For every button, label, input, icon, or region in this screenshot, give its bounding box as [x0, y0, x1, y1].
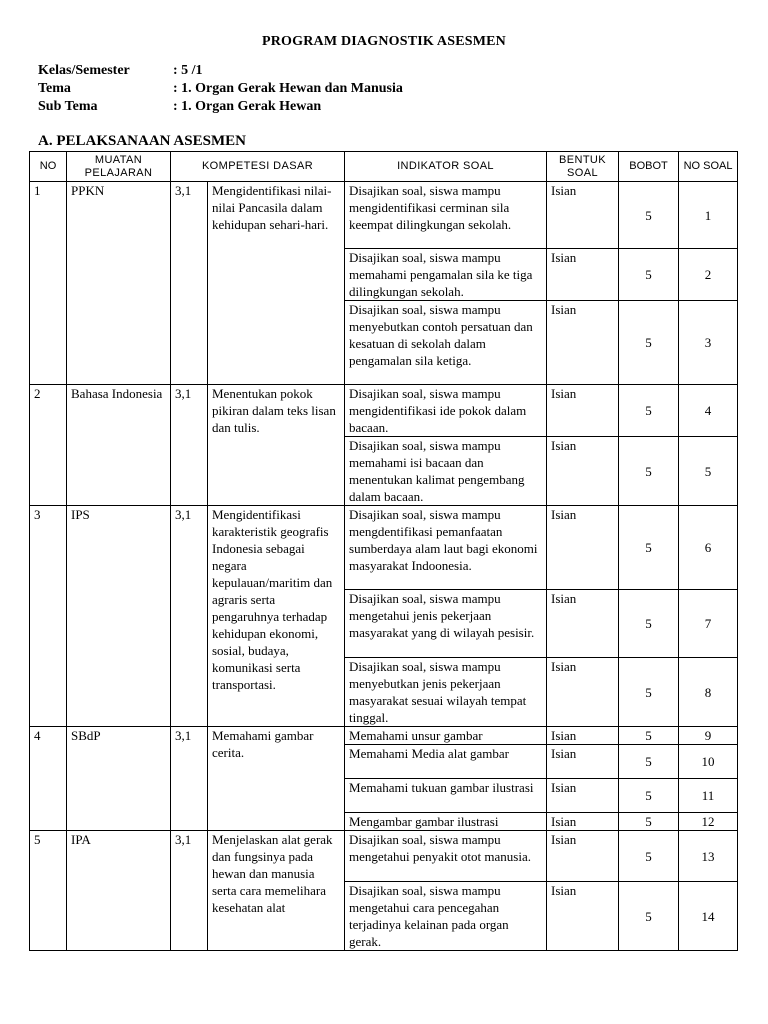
- cell-bobot: 5: [619, 385, 679, 437]
- cell-no-soal: 8: [679, 658, 738, 727]
- cell-no-soal: 5: [679, 437, 738, 506]
- cell-muatan: SBdP: [67, 727, 171, 831]
- cell-bobot: 5: [619, 779, 679, 813]
- cell-bentuk: Isian: [547, 301, 619, 385]
- cell-bentuk: Isian: [547, 658, 619, 727]
- table-body: [30, 182, 738, 951]
- cell-no: 4: [30, 727, 67, 831]
- cell-kd-text: Menentukan pokok pikiran dalam teks lisan dan tulis.: [208, 385, 345, 506]
- cell-bobot: 5: [619, 249, 679, 301]
- cell-no-soal: 10: [679, 745, 738, 779]
- cell-indikator: Disajikan soal, siswa mampu mengetahui jenis pekerjaan masyarakat yang di wilayah pesisir.: [345, 590, 547, 658]
- cell-bentuk: Isian: [547, 727, 619, 745]
- cell-no-soal: 13: [679, 831, 738, 882]
- header-no-soal: NO SOAL: [679, 152, 738, 182]
- cell-kd-text: Mengidentifikasi nilai-nilai Pancasila dalam kehidupan sehari-hari.: [208, 182, 345, 385]
- table-row: [30, 385, 738, 437]
- cell-bentuk: Isian: [547, 745, 619, 779]
- meta-label: Kelas/Semester: [38, 63, 130, 78]
- table-row: [30, 506, 738, 590]
- meta-label: Tema: [38, 81, 71, 96]
- cell-bobot: 5: [619, 437, 679, 506]
- cell-bobot: 5: [619, 658, 679, 727]
- cell-no-soal: 9: [679, 727, 738, 745]
- cell-indikator: Disajikan soal, siswa mampu mengdentifikasi pemanfaatan sumberdaya alam laut bagi ekonomi masyarakat Indoonesia.: [345, 506, 547, 590]
- cell-no-soal: 11: [679, 779, 738, 813]
- cell-bobot: 5: [619, 813, 679, 831]
- cell-no: 3: [30, 506, 67, 727]
- cell-bobot: 5: [619, 882, 679, 951]
- cell-bobot: 5: [619, 301, 679, 385]
- cell-bentuk: Isian: [547, 882, 619, 951]
- meta-row-subtema: [38, 98, 403, 116]
- cell-no-soal: 1: [679, 182, 738, 249]
- cell-bentuk: Isian: [547, 182, 619, 249]
- cell-kd-code: 3,1: [171, 182, 208, 385]
- cell-bentuk: Isian: [547, 249, 619, 301]
- cell-kd-code: 3,1: [171, 831, 208, 951]
- cell-no-soal: 6: [679, 506, 738, 590]
- cell-kd-code: 3,1: [171, 385, 208, 506]
- header-indikator: INDIKATOR SOAL: [345, 152, 547, 182]
- cell-bentuk: Isian: [547, 590, 619, 658]
- cell-bentuk: Isian: [547, 813, 619, 831]
- cell-indikator: Disajikan soal, siswa mampu mengetahui cara pencegahan terjadinya kelainan pada organ gerak.: [345, 882, 547, 951]
- document-title: PROGRAM DIAGNOSTIK ASESMEN: [261, 34, 506, 49]
- table-header-row: [30, 152, 738, 182]
- cell-bobot: 5: [619, 590, 679, 658]
- cell-muatan: Bahasa Indonesia: [67, 385, 171, 506]
- cell-no-soal: 14: [679, 882, 738, 951]
- cell-kd-text: Memahami gambar cerita.: [208, 727, 345, 831]
- meta-value: : 1. Organ Gerak Hewan dan Manusia: [173, 81, 403, 96]
- cell-kd-text: Menjelaskan alat gerak dan fungsinya pada hewan dan manusia serta cara memelihara kesehatan alat: [208, 831, 345, 951]
- meta-value: : 5 /1: [173, 63, 203, 78]
- table-row: [30, 831, 738, 882]
- cell-bobot: 5: [619, 831, 679, 882]
- cell-muatan: PPKN: [67, 182, 171, 385]
- cell-bobot: 5: [619, 182, 679, 249]
- section-heading: A. PELAKSANAAN ASESMEN: [38, 133, 246, 149]
- table-row: [30, 727, 738, 745]
- cell-indikator: Disajikan soal, siswa mampu mengidentifikasi ide pokok dalam bacaan.: [345, 385, 547, 437]
- cell-kd-code: 3,1: [171, 727, 208, 831]
- meta-value: : 1. Organ Gerak Hewan: [173, 99, 322, 114]
- cell-bobot: 5: [619, 745, 679, 779]
- cell-indikator: Disajikan soal, siswa mampu memahami pengamalan sila ke tiga dilingkungan sekolah.: [345, 249, 547, 301]
- cell-indikator: Mengambar gambar ilustrasi: [345, 813, 547, 831]
- table-row: [30, 182, 738, 249]
- cell-no-soal: 3: [679, 301, 738, 385]
- cell-no: 5: [30, 831, 67, 951]
- cell-bentuk: Isian: [547, 385, 619, 437]
- cell-indikator: Disajikan soal, siswa mampu menyebutkan contoh persatuan dan kesatuan di sekolah dalam pengamalan sila ketiga.: [345, 301, 547, 385]
- cell-no: 1: [30, 182, 67, 385]
- assessment-table: [29, 151, 738, 951]
- cell-bentuk: Isian: [547, 437, 619, 506]
- meta-row-kelas: [38, 62, 403, 80]
- cell-no-soal: 4: [679, 385, 738, 437]
- cell-no: 2: [30, 385, 67, 506]
- cell-indikator: Memahami unsur gambar: [345, 727, 547, 745]
- cell-indikator: Disajikan soal, siswa mampu mengetahui penyakit otot manusia.: [345, 831, 547, 882]
- cell-muatan: IPA: [67, 831, 171, 951]
- header-kompetensi: KOMPETESI DASAR: [171, 152, 345, 182]
- cell-bentuk: Isian: [547, 831, 619, 882]
- cell-indikator: Disajikan soal, siswa mampu memahami isi bacaan dan menentukan kalimat pengembang dalam bacaan.: [345, 437, 547, 506]
- cell-no-soal: 7: [679, 590, 738, 658]
- cell-indikator: Disajikan soal, siswa mampu mengidentifikasi cerminan sila keempat dilingkungan sekolah.: [345, 182, 547, 249]
- meta-label: Sub Tema: [38, 99, 98, 114]
- cell-indikator: Memahami tukuan gambar ilustrasi: [345, 779, 547, 813]
- header-no: NO: [30, 152, 67, 182]
- cell-bentuk: Isian: [547, 779, 619, 813]
- cell-indikator: Memahami Media alat gambar: [345, 745, 547, 779]
- cell-indikator: Disajikan soal, siswa mampu menyebutkan jenis pekerjaan masyarakat sesuai wilayah tempat tinggal.: [345, 658, 547, 727]
- header-muatan: MUATAN PELAJARAN: [67, 152, 171, 182]
- cell-kd-text: Mengidentifikasi karakteristik geografis Indonesia sebagai negara kepulauan/maritim dan agraris serta pengaruhnya terhadap kehidupan ekonomi, sosial, budaya, komunikasi serta transportasi.: [208, 506, 345, 727]
- cell-bobot: 5: [619, 506, 679, 590]
- meta-row-tema: [38, 80, 403, 98]
- header-bentuk: BENTUK SOAL: [547, 152, 619, 182]
- cell-muatan: IPS: [67, 506, 171, 727]
- header-bobot: BOBOT: [619, 152, 679, 182]
- cell-kd-code: 3,1: [171, 506, 208, 727]
- cell-no-soal: 12: [679, 813, 738, 831]
- cell-no-soal: 2: [679, 249, 738, 301]
- cell-bobot: 5: [619, 727, 679, 745]
- meta-info: [38, 62, 403, 116]
- cell-bentuk: Isian: [547, 506, 619, 590]
